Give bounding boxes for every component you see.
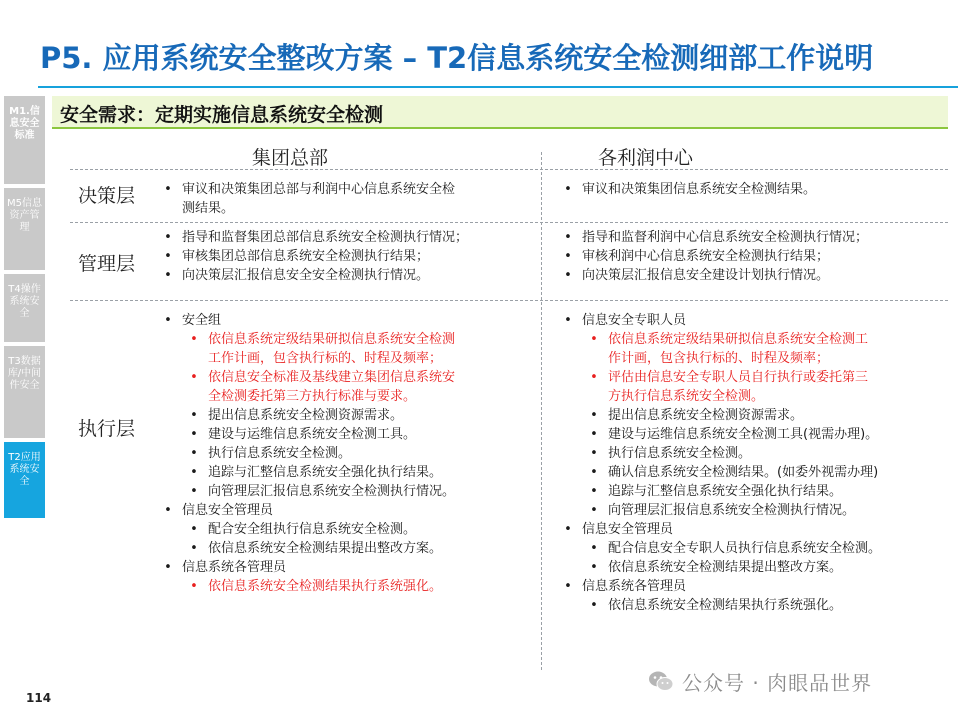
list-subitem: • 追踪与汇整信息系统安全强化执行结果。 [590,484,843,499]
requirement-banner [52,96,948,129]
list-item: • 审核集团总部信息系统安全检测执行结果； [164,249,430,264]
list-subitem: • 确认信息系统安全检测结果。(如委外视需办理) [590,465,879,480]
row-label-management: 管理层 [78,253,136,275]
list-subitem: • 依信息系统安全检测结果提出整改方案。 [190,541,443,556]
execution-hq-cell [163,311,455,596]
column-divider [541,152,542,670]
list-subitem: • 建设与运维信息系统安全检测工具。 [190,427,417,442]
list-item: • 向决策层汇报信息安全建设计划执行情况。 [564,268,830,283]
list-subitem: • 依信息系统安全检测结果执行系统强化。 [590,598,843,613]
list-subitem-continuation: 全检测委托第三方执行标准与要求。 [208,389,417,404]
list-item: • 安全组 [164,313,222,328]
list-subitem: • 向管理层汇报信息系统安全检测执行情况。 [190,484,456,499]
list-subitem: • 提出信息系统安全检测资源需求。 [590,408,804,423]
nav-item-t3[interactable] [4,346,45,438]
column-header-center: 各利润中心 [598,147,694,169]
page-number: 114 [26,691,52,705]
row-divider [70,300,948,301]
nav-item-t2[interactable] [4,442,45,518]
list-subitem: • 配合信息安全专职人员执行信息系统安全检测。 [590,541,882,556]
nav-item-t4[interactable] [4,274,45,342]
list-item: • 信息安全管理员 [164,503,274,518]
list-subitem-continuation: 工作计画，包含执行标的、时程及频率； [208,351,443,366]
list-item: • 指导和监督集团总部信息系统安全检测执行情况； [164,230,469,245]
list-subitem: • 依信息系统定级结果研拟信息系统安全检测 [190,332,456,347]
decision-center-cell [563,180,816,199]
nav-item-m1[interactable] [4,96,45,184]
list-subitem: • 追踪与汇整信息系统安全强化执行结果。 [190,465,443,480]
list-subitem: • 依信息安全标准及基线建立集团信息系统安 [190,370,456,385]
wechat-icon [648,670,674,692]
list-subitem: • 建设与运维信息系统安全检测工具(视需办理)。 [590,427,879,442]
column-header-hq: 集团总部 [252,147,329,169]
title-underline [38,86,958,88]
list-item: • 信息系统各管理员 [564,579,687,594]
nav-item-m5[interactable] [4,188,45,270]
list-subitem-continuation: 方执行信息系统安全检测。 [608,389,765,404]
list-item: • 信息安全专职人员 [564,313,687,328]
nav-item-label: T2应用系统安全 [8,452,41,487]
nav-item-label: M1.信息安全标准 [9,106,40,141]
list-subitem-continuation: 作计画，包含执行标的、时程及频率； [608,351,830,366]
list-subitem: • 评估由信息安全专职人员自行执行或委托第三 [590,370,869,385]
row-divider [70,222,948,223]
slide-title: P5. 应用系统安全整改方案 – T2信息系统安全检测细部工作说明 [40,41,874,75]
list-item: • 指导和监督利润中心信息系统安全检测执行情况； [564,230,869,245]
list-subitem: • 向管理层汇报信息系统安全检测执行情况。 [590,503,856,518]
list-item: • 审核利润中心信息系统安全检测执行结果； [564,249,830,264]
nav-item-label: T4操作系统安全 [8,284,41,319]
decision-hq-cell [163,180,455,218]
row-label-decision: 决策层 [78,185,136,207]
row-divider [70,169,948,170]
list-subitem: • 依信息系统安全检测结果提出整改方案。 [590,560,843,575]
list-subitem: • 提出信息系统安全检测资源需求。 [190,408,404,423]
list-item: • 信息系统各管理员 [164,560,287,575]
list-subitem: • 依信息系统安全检测结果执行系统强化。 [190,579,443,594]
nav-item-label: M5信息资产管理 [7,198,42,233]
list-subitem: • 配合安全组执行信息系统安全检测。 [190,522,417,537]
list-item: • 审议和决策集团总部与利润中心信息系统安全检 [164,182,456,197]
watermark [648,666,872,696]
list-item-continuation: 测结果。 [182,201,235,216]
list-subitem: • 执行信息系统安全检测。 [590,446,752,461]
list-subitem: • 依信息系统定级结果研拟信息系统安全检测工 [590,332,869,347]
list-subitem: • 执行信息系统安全检测。 [190,446,352,461]
list-item: • 审议和决策集团信息系统安全检测结果。 [564,182,817,197]
management-center-cell [563,228,868,285]
management-hq-cell [163,228,468,285]
list-item: • 向决策层汇报信息安全安全检测执行情况。 [164,268,430,283]
nav-item-label: T3数据库/中间件安全 [7,356,42,391]
watermark-text: 公众号 · 肉眼品世界 [682,670,873,695]
list-item: • 信息安全管理员 [564,522,674,537]
requirement-text: 安全需求：定期实施信息系统安全检测 [60,104,384,126]
row-label-execution: 执行层 [78,418,136,440]
execution-center-cell [563,311,881,615]
